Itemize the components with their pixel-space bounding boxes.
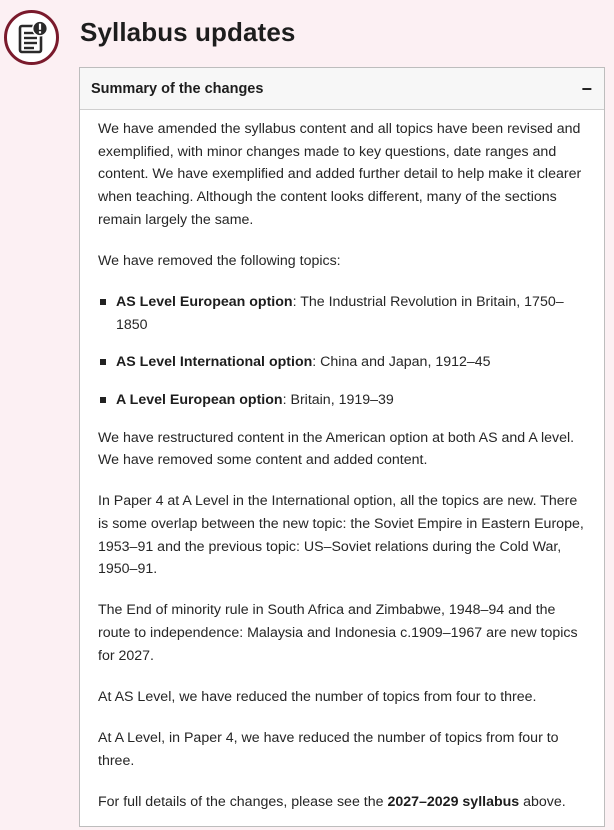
- topic-text: : China and Japan, 1912–45: [312, 354, 491, 371]
- document-alert-icon-svg: [15, 20, 49, 56]
- list-item: [98, 351, 588, 374]
- accordion-title: Summary of the changes: [91, 80, 264, 97]
- paper4-international-paragraph: In Paper 4 at A Level in the International option, all the topics are new. There is some overlap between the new topic: the Soviet Empire in Eastern Europe, 1953–91 and the previous topic: US–Soviet relations during the Cold War, 1950–91.: [98, 493, 584, 578]
- as-level-paragraph: At AS Level, we have reduced the number of topics from four to three.: [98, 688, 537, 705]
- accordion-header[interactable]: [80, 68, 604, 110]
- syllabus-reference: 2027–2029 syllabus: [387, 793, 520, 810]
- new-topics-paragraph: The End of minority rule in South Africa and Zimbabwe, 1948–94 and the route to independence: Malaysia and Indonesia c.1909–1967 are new topics for 2027.: [98, 602, 578, 664]
- topic-label: AS Level International option: [116, 354, 313, 371]
- topic-text: : Britain, 1919–39: [282, 391, 394, 408]
- intro-paragraph: We have amended the syllabus content and all topics have been revised and exemplified, with minor changes made to key questions, date ranges and content. We have exemplified and added further detail to help make it clearer when teaching. Although the content looks different, many of the sections remain largely the same.: [98, 121, 582, 228]
- topic-label: AS Level European option: [116, 293, 293, 310]
- summary-accordion: [79, 67, 605, 827]
- topic-text: : The Industrial Revolution in Britain, 1750–1850: [116, 293, 564, 333]
- page-title: Syllabus updates: [80, 17, 296, 47]
- document-alert-icon: [4, 10, 59, 65]
- american-option-paragraph: We have restructured content in the American option at both AS and A level. We have removed some content and added content.: [98, 429, 575, 469]
- removed-topics-heading: We have removed the following topics:: [98, 252, 341, 269]
- list-item: [98, 389, 588, 412]
- topic-label: A Level European option: [116, 391, 283, 408]
- closing-text-after: above.: [519, 793, 566, 810]
- collapse-icon[interactable]: −: [581, 78, 592, 99]
- closing-text-before: For full details of the changes, please see the: [98, 793, 388, 810]
- removed-topics-list: [98, 291, 588, 412]
- closing-paragraph: [98, 791, 588, 814]
- list-item: [98, 291, 588, 336]
- accordion-body: [80, 110, 604, 813]
- a-level-paragraph: At A Level, in Paper 4, we have reduced the number of topics from four to three.: [98, 729, 559, 769]
